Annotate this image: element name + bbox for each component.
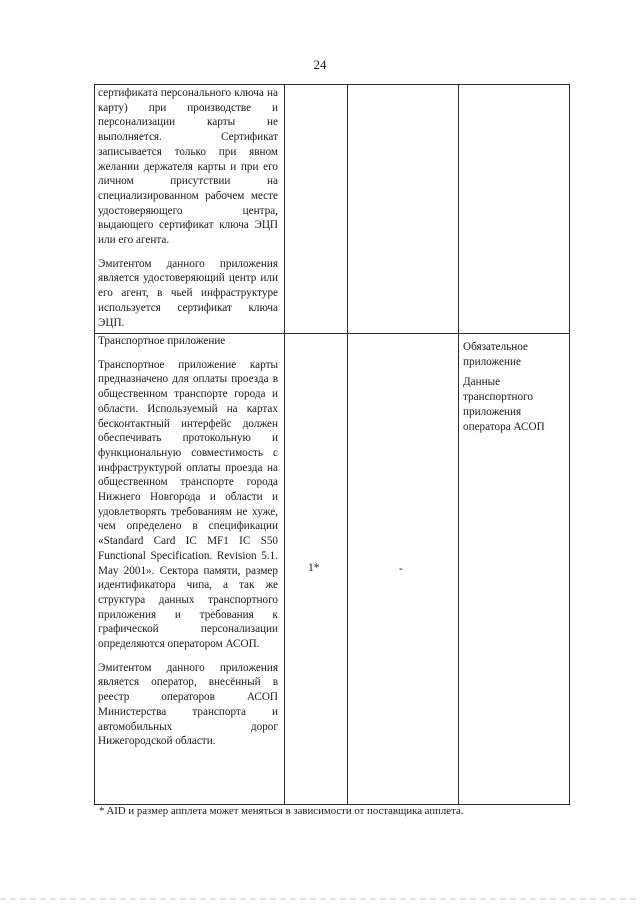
row2-description-paragraph: Транспортное приложение карты предназначено для оплаты проезда в общественном транспорте города и области. Используемый на картах бесконтактный интерфейс должен обеспечивать протокольную и функциональную совместимость с инфраструктурой оплаты проезда на общественном транспорте города Нижнего Новгорода и области и удовлетворять требованиям не хуже, чем определено в спецификации «Standard Card IC MF1 IC S50 Functional Specification. Revision 5.1. May 2001». Сектора памяти, размер идентификатора чипа, а так же структура данных транспортного приложения и требования к графической персонализации определяются оператором АСОП. bbox=[98, 358, 278, 651]
scan-edge-artifact bbox=[0, 898, 640, 900]
table-divider-col1 bbox=[284, 84, 285, 805]
row2-application-title: Транспортное приложение bbox=[98, 335, 226, 347]
footnote: * AID и размер апплета может меняться в зависимости от поставщика апплета. bbox=[99, 805, 464, 817]
row2-note: Обязательное приложение bbox=[463, 341, 528, 368]
row2-notes-cell bbox=[463, 340, 563, 440]
page-number: 24 bbox=[313, 57, 327, 72]
row2-description-cell bbox=[98, 334, 278, 758]
row2-description-paragraph: Эмитентом данного приложения является оператор, внесённый в реестр операторов АСОП Министерства транспорта и автомобильных дорог Нижегородской области. bbox=[98, 661, 278, 748]
row1-description-paragraph: Эмитентом данного приложения является удостоверяющий центр или его агент, в чьей инфраструктуре используется сертификат ключа ЭЦП. bbox=[98, 257, 278, 329]
table-border-top bbox=[94, 84, 570, 85]
row2-col3-value: - bbox=[399, 563, 403, 575]
row2-note: Данные транспортного приложения оператора АСОП bbox=[463, 376, 545, 433]
row2-col2-value: 1* bbox=[308, 562, 320, 574]
row1-description-cell bbox=[98, 86, 278, 339]
table-divider-col2 bbox=[347, 84, 348, 805]
table-divider-col3 bbox=[458, 84, 459, 805]
row1-description-paragraph: сертификата персонального ключа на карту) при производстве и персонализации карты не выполняется. Сертификат записывается только при явном желании держателя карты и при его личном присутствии на специализированном рабочем месте удостоверяющего центра, выдающего сертификат ключа ЭЦП или его агента. bbox=[98, 87, 278, 247]
table-border-right bbox=[569, 84, 570, 805]
table-border-left bbox=[94, 84, 95, 805]
